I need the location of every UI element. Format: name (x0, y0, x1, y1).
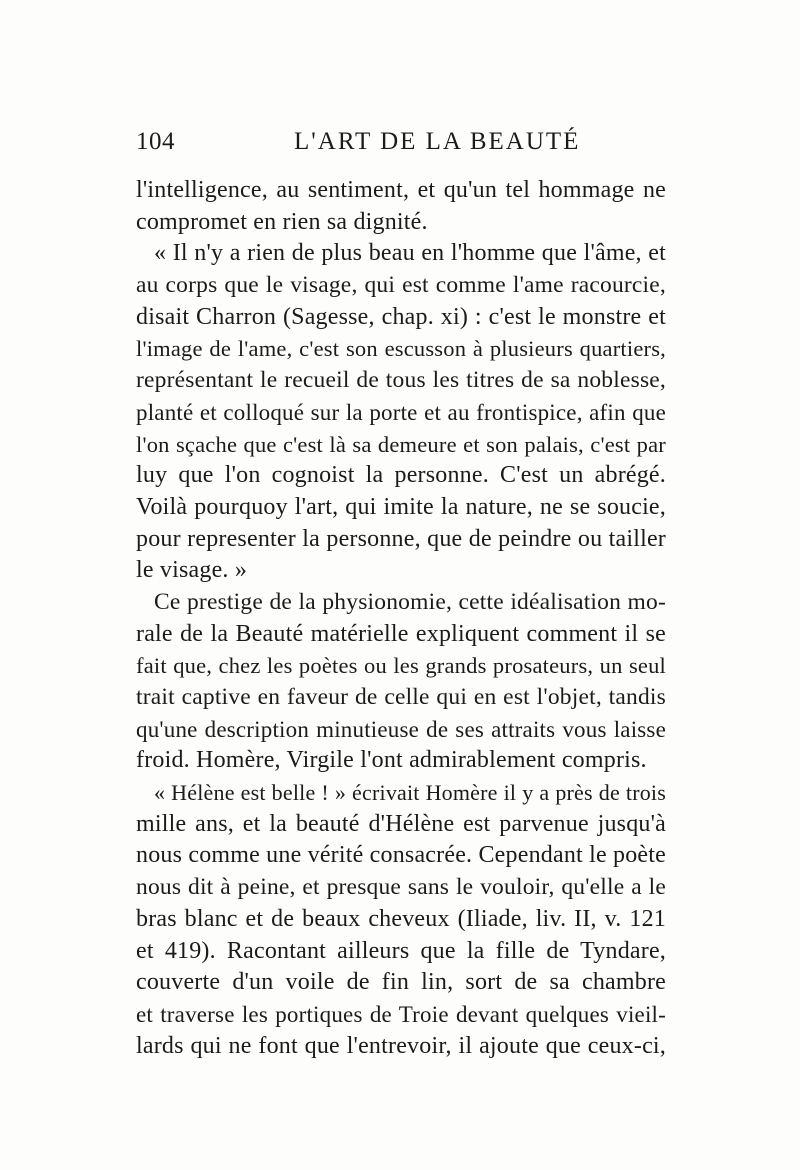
text-line: Ce prestige de la physionomie, cette idéalisation mo- (154, 588, 666, 615)
text-line: bras blanc et de beaux cheveux (Iliade, liv. II, v. 121 (136, 905, 666, 932)
text-line: au corps que le visage, qui est comme l'ame racourcie, (136, 272, 666, 299)
text-line: « Il n'y a rien de plus beau en l'homme que l'âme, et (154, 240, 666, 267)
text-line: et 419). Racontant ailleurs que la fille de Tyndare, (136, 937, 666, 964)
page-header (136, 128, 666, 168)
text-line: luy que l'on cognoist la personne. C'est un abrégé. (136, 462, 666, 489)
text-line: planté et colloqué sur la porte et au frontispice, afin que (136, 399, 666, 425)
text-line: l'intelligence, au sentiment, et qu'un tel hommage ne (136, 177, 666, 203)
text-line: froid. Homère, Virgile l'ont admirablement compris. (136, 747, 647, 774)
text-line: qu'une description minutieuse de ses attraits vous laisse (136, 716, 666, 742)
text-line: rale de la Beauté matérielle expliquent comment il se (136, 620, 666, 647)
text-line: nous comme une vérité consacrée. Cependant le poète (136, 842, 666, 869)
text-line: Voilà pourquoy l'art, qui imite la nature, ne se soucie, (136, 493, 666, 520)
text-line: nous dit à peine, et presque sans le vouloir, qu'elle a le (136, 874, 666, 901)
text-line: l'on sçache que c'est là sa demeure et son palais, c'est par (136, 431, 666, 457)
text-line: mille ans, et la beauté d'Hélène est parvenue jusqu'à (136, 810, 666, 837)
text-line: « Hélène est belle ! » écrivait Homère il y a près de trois (154, 780, 666, 806)
text-line: l'image de l'ame, c'est son escusson à plusieurs quartiers, (136, 336, 666, 362)
text-line: disait Charron (Sagesse, chap. xi) : c'est le monstre et (136, 303, 666, 330)
running-title: L'ART DE LA BEAUTÉ (294, 128, 581, 155)
text-line: trait captive en faveur de celle qui en est l'objet, tandis (136, 684, 666, 710)
text-line: lards qui ne font que l'entrevoir, il ajoute que ceux-ci, (136, 1032, 666, 1059)
text-line: et traverse les portiques de Troie devant quelques vieil- (136, 1001, 666, 1027)
page-number: 104 (136, 128, 175, 155)
text-line: compromet en rien sa dignité. (136, 208, 428, 235)
text-line: le visage. » (136, 557, 248, 584)
text-line: pour representer la personne, que de peindre ou tailler (136, 525, 666, 552)
body-text (136, 175, 666, 1062)
text-line: représentant le recueil de tous les titres de sa noblesse, (136, 367, 666, 394)
text-line: fait que, chez les poètes ou les grands prosateurs, un seul (136, 653, 666, 679)
text-line: couverte d'un voile de fin lin, sort de sa chambre (136, 969, 666, 996)
